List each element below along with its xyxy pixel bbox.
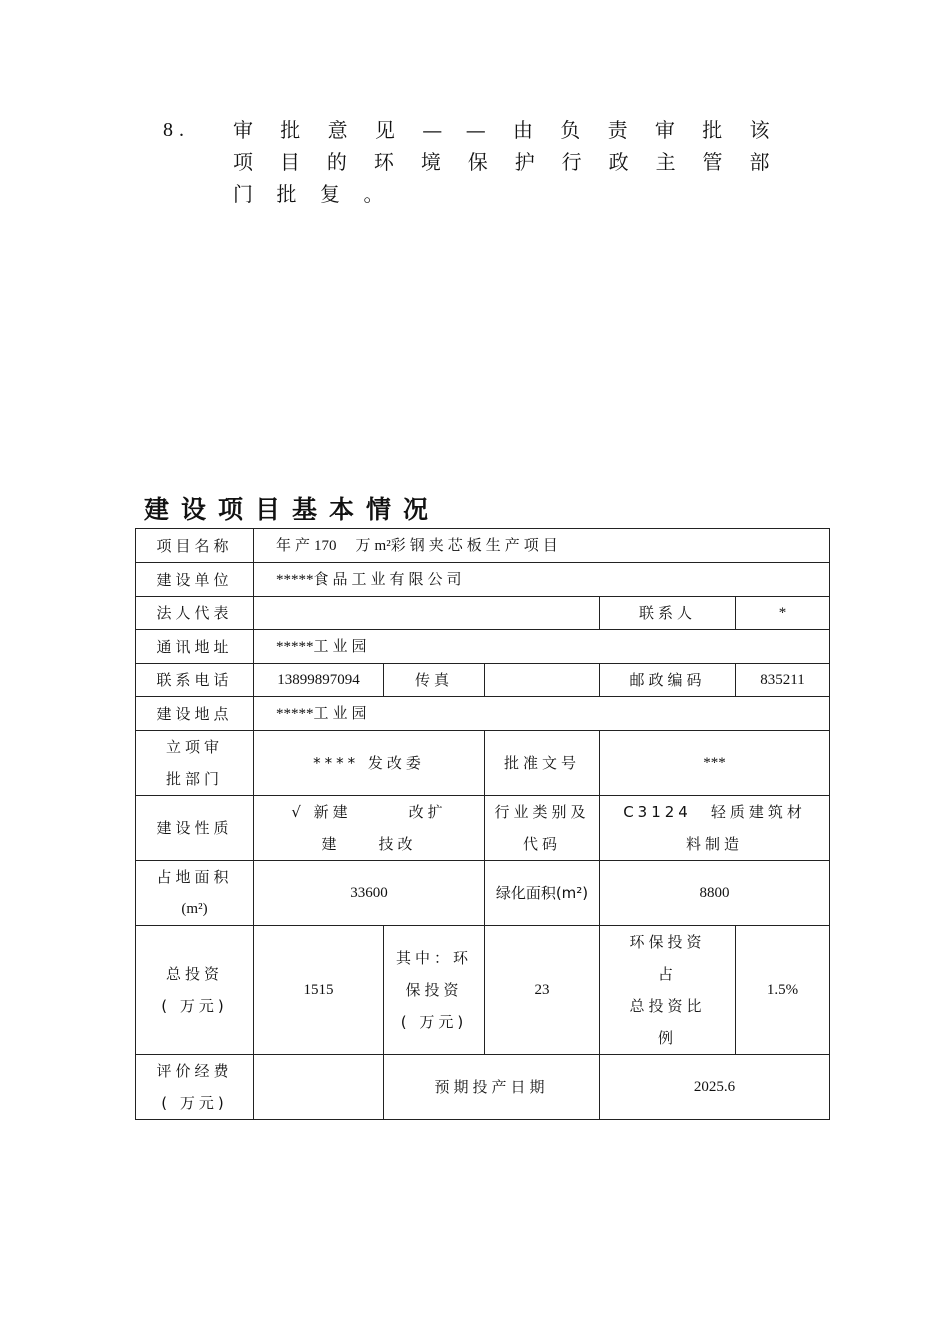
start-date-label: 预期投产日期 — [384, 1055, 600, 1120]
table-row — [136, 1055, 830, 1120]
table-row — [136, 529, 830, 563]
total-invest-value: 1515 — [254, 926, 384, 1055]
green-area-label: 绿化面积(m²) — [485, 861, 600, 926]
section-title: 建设项目基本情况 — [144, 495, 441, 524]
legal-rep-label: 法人代表 — [136, 597, 254, 630]
eval-fee-label: 评价经费 ( 万元) — [136, 1055, 254, 1120]
postcode-value: 835211 — [736, 664, 830, 697]
env-invest-value: 23 — [485, 926, 600, 1055]
table-row — [136, 697, 830, 731]
table-row — [136, 796, 830, 861]
project-info-table — [135, 528, 830, 1120]
area-value: 33600 — [254, 861, 485, 926]
site-value: *****工业园 — [254, 697, 830, 731]
project-name-label: 项目名称 — [136, 529, 254, 563]
site-label: 建设地点 — [136, 697, 254, 731]
table-row — [136, 630, 830, 664]
postcode-label: 邮政编码 — [600, 664, 736, 697]
industry-label: 行业类别及 代码 — [485, 796, 600, 861]
legal-rep-value — [254, 597, 600, 630]
green-area-value: 8800 — [600, 861, 830, 926]
approval-dept-label: 立项审 批部门 — [136, 731, 254, 796]
table-row — [136, 731, 830, 796]
contact-label: 联系人 — [600, 597, 736, 630]
invest-ratio-value: 1.5% — [736, 926, 830, 1055]
builder-value: *****食品工业有限公司 — [254, 563, 830, 597]
project-name-value: 年产170 万m²彩钢夹芯板生产项目 — [254, 529, 830, 563]
total-invest-label: 总投资 ( 万元) — [136, 926, 254, 1055]
invest-ratio-label: 环保投资 占 总投资比 例 — [600, 926, 736, 1055]
address-label: 通讯地址 — [136, 630, 254, 664]
address-value: *****工业园 — [254, 630, 830, 664]
industry-value: C3124 轻质建筑材 料制造 — [600, 796, 830, 861]
table-row — [136, 926, 830, 1055]
contact-value: * — [736, 597, 830, 630]
approval-no-label: 批准文号 — [485, 731, 600, 796]
start-date-value: 2025.6 — [600, 1055, 830, 1120]
nature-value: √ 新建 改扩 建 技改 — [254, 796, 485, 861]
builder-label: 建设单位 — [136, 563, 254, 597]
table-row — [136, 861, 830, 926]
note-text: 审批意见——由负责审批该项目的环境保护行政主管部门批复。 — [233, 118, 793, 206]
fax-value — [485, 664, 600, 697]
note-number: 8. — [163, 119, 190, 141]
nature-label: 建设性质 — [136, 796, 254, 861]
table-row — [136, 597, 830, 630]
phone-value: 13899897094 — [254, 664, 384, 697]
fax-label: 传真 — [384, 664, 485, 697]
env-invest-label: 其中：环 保投资 ( 万元) — [384, 926, 485, 1055]
table-row — [136, 664, 830, 697]
area-label: 占地面积 (m²) — [136, 861, 254, 926]
table-row — [136, 563, 830, 597]
approval-dept-value: **** 发改委 — [254, 731, 485, 796]
eval-fee-value — [254, 1055, 384, 1120]
approval-no-value: *** — [600, 731, 830, 796]
phone-label: 联系电话 — [136, 664, 254, 697]
